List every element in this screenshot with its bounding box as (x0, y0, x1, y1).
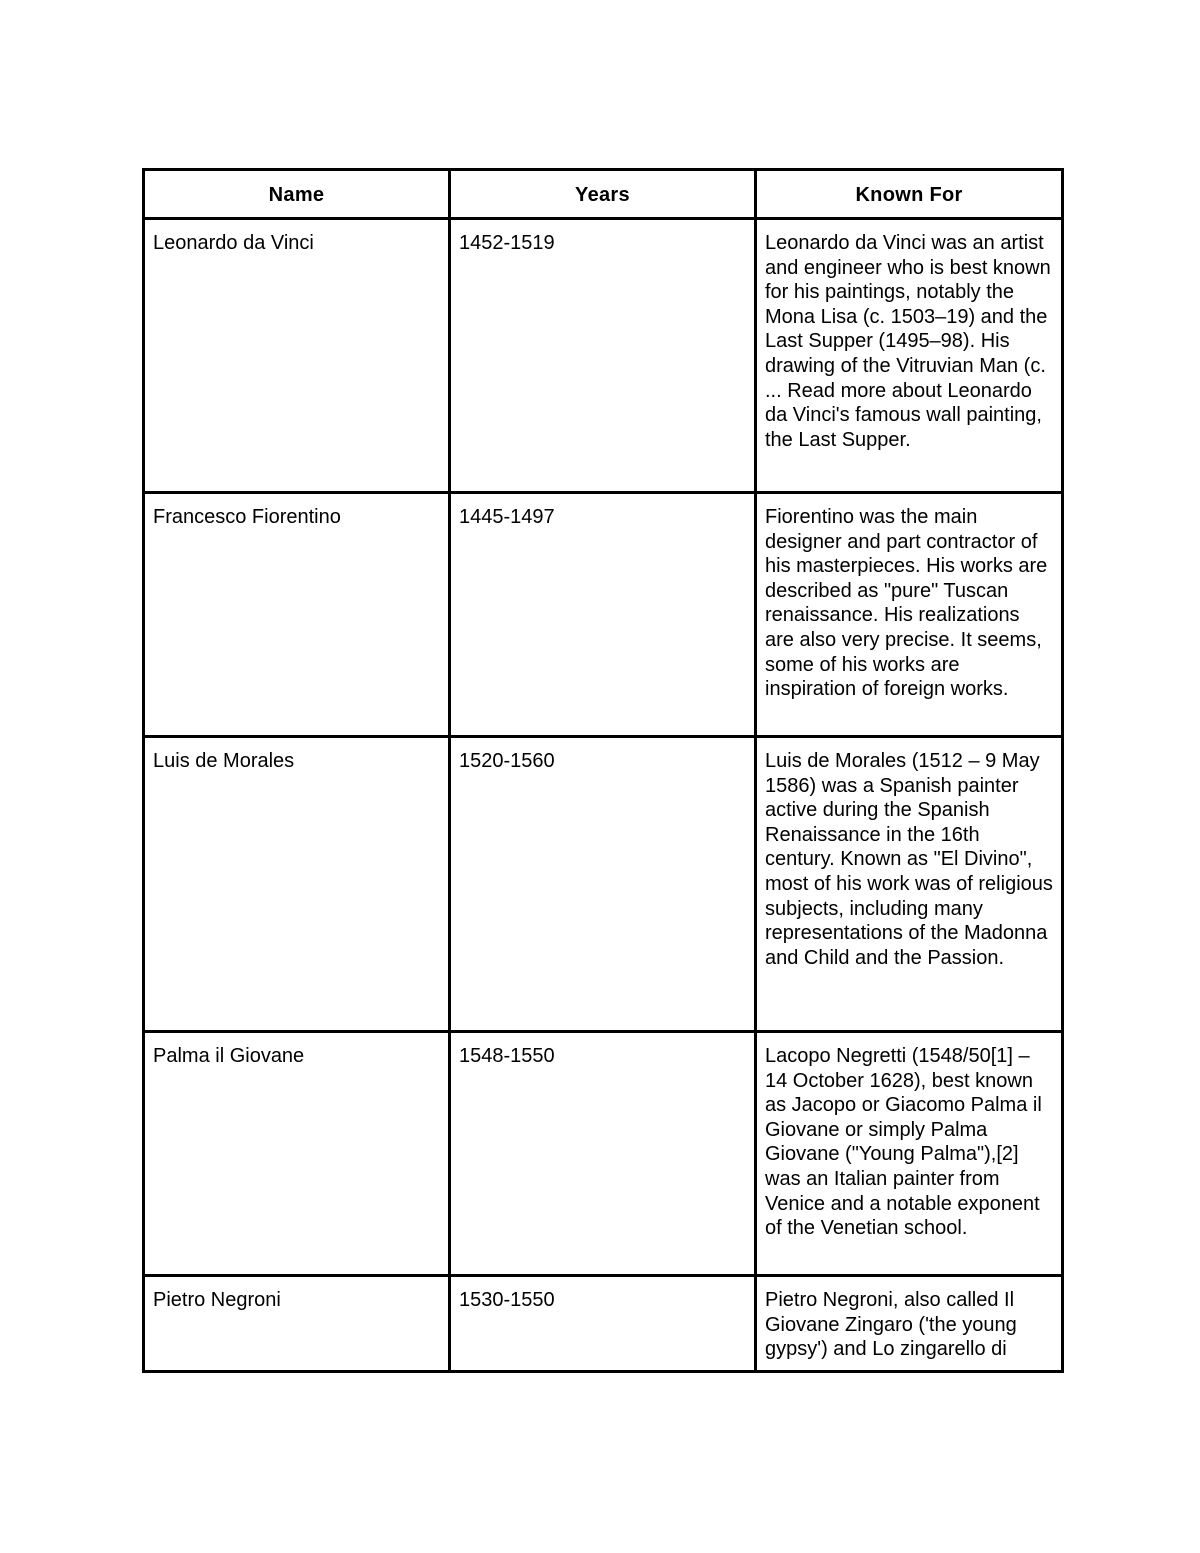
table-row (144, 737, 1063, 1032)
cell-name: Palma il Giovane (144, 1032, 450, 1276)
table-row (144, 493, 1063, 737)
header-years: Years (450, 170, 756, 219)
artists-table (142, 168, 1064, 1373)
cell-name: Leonardo da Vinci (144, 219, 450, 493)
cell-name: Luis de Morales (144, 737, 450, 1032)
table-row (144, 1276, 1063, 1372)
cell-known-for: Lacopo Negretti (1548/50[1] – 14 October 1628), best known as Jacopo or Giacomo Palma il Giovane or simply Palma Giovane ("Young Palma"),[2] was an Italian painter from Venice and a notable exponent of the Venetian school. (756, 1032, 1063, 1276)
table-header-row (144, 170, 1063, 219)
table-row (144, 1032, 1063, 1276)
table-row (144, 219, 1063, 493)
cell-years: 1452-1519 (450, 219, 756, 493)
header-known-for: Known For (756, 170, 1063, 219)
cell-name: Pietro Negroni (144, 1276, 450, 1372)
cell-known-for: Luis de Morales (1512 – 9 May 1586) was a Spanish painter active during the Spanish Renaissance in the 16th century. Known as "El Divino", most of his work was of religious subjects, including many representations of the Madonna and Child and the Passion. (756, 737, 1063, 1032)
cell-known-for: Leonardo da Vinci was an artist and engineer who is best known for his paintings, notably the Mona Lisa (c. 1503–19) and the Last Supper (1495–98). His drawing of the Vitruvian Man (c. ... Read more about Leonardo da Vinci's famous wall painting, the Last Supper. (756, 219, 1063, 493)
cell-known-for: Fiorentino was the main designer and part contractor of his masterpieces. His works are described as "pure" Tuscan renaissance. His realizations are also very precise. It seems, some of his works are inspiration of foreign works. (756, 493, 1063, 737)
cell-years: 1530-1550 (450, 1276, 756, 1372)
cell-years: 1548-1550 (450, 1032, 756, 1276)
cell-name: Francesco Fiorentino (144, 493, 450, 737)
header-name: Name (144, 170, 450, 219)
cell-years: 1520-1560 (450, 737, 756, 1032)
cell-known-for: Pietro Negroni, also called Il Giovane Zingaro ('the young gypsy') and Lo zingarello di (756, 1276, 1063, 1372)
cell-years: 1445-1497 (450, 493, 756, 737)
